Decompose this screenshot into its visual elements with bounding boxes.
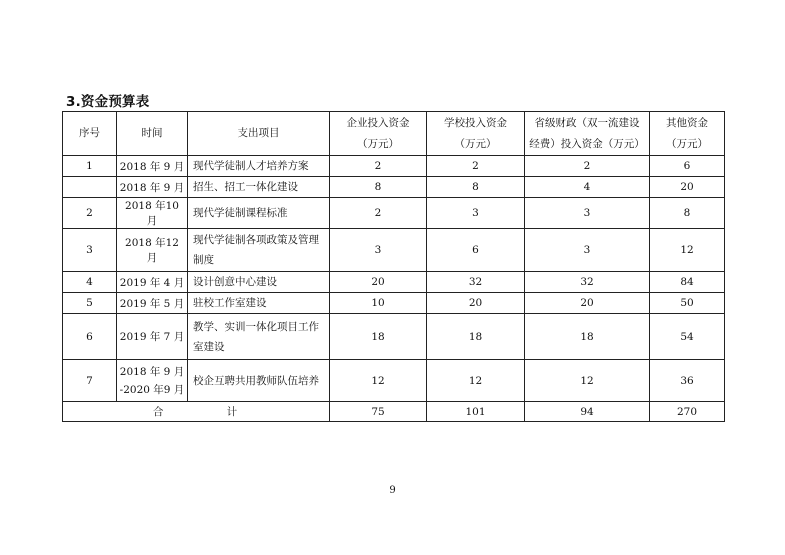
- cell-school: 20: [427, 293, 525, 314]
- cell-enterprise: 18: [330, 314, 427, 360]
- cell-time: 2019 年 5 月: [117, 293, 188, 314]
- cell-time: 2018 年 9 月: [117, 177, 188, 198]
- table-row: [63, 293, 725, 314]
- cell-item: 教学、实训一体化项目工作室建设: [188, 314, 330, 360]
- cell-seq: 7: [63, 360, 117, 402]
- cell-item: 驻校工作室建设: [188, 293, 330, 314]
- table-row: [63, 272, 725, 293]
- cell-item: 现代学徒制人才培养方案: [188, 156, 330, 177]
- cell-provincial: 20: [525, 293, 650, 314]
- cell-provincial: 3: [525, 198, 650, 229]
- header-school: [427, 112, 525, 156]
- cell-time: [117, 360, 188, 402]
- cell-school: 32: [427, 272, 525, 293]
- cell-seq: [63, 177, 117, 198]
- header-enterprise-line1: 企业投入资金: [346, 116, 410, 129]
- cell-other: 36: [650, 360, 725, 402]
- cell-other: 54: [650, 314, 725, 360]
- cell-other: 20: [650, 177, 725, 198]
- total-provincial: 94: [525, 402, 650, 422]
- budget-table: [62, 111, 725, 422]
- cell-seq: 3: [63, 229, 117, 272]
- header-enterprise: [330, 112, 427, 156]
- cell-provincial: 32: [525, 272, 650, 293]
- cell-school: 2: [427, 156, 525, 177]
- header-time: 时间: [117, 112, 188, 156]
- cell-enterprise: 2: [330, 156, 427, 177]
- table-row: [63, 229, 725, 272]
- cell-other: 12: [650, 229, 725, 272]
- cell-seq: 2: [63, 198, 117, 229]
- cell-time: 2019 年 7 月: [117, 314, 188, 360]
- cell-item: 招生、招工一体化建设: [188, 177, 330, 198]
- table-row: [63, 177, 725, 198]
- cell-item: 设计创意中心建设: [188, 272, 330, 293]
- cell-school: 6: [427, 229, 525, 272]
- header-provincial-line1: 省级财政（双一流建设: [534, 116, 640, 129]
- cell-enterprise: 20: [330, 272, 427, 293]
- cell-school: 12: [427, 360, 525, 402]
- cell-provincial: 2: [525, 156, 650, 177]
- cell-enterprise: 12: [330, 360, 427, 402]
- header-other: [650, 112, 725, 156]
- cell-item: 现代学徒制课程标准: [188, 198, 330, 229]
- cell-seq: 4: [63, 272, 117, 293]
- header-other-line1: 其他资金: [666, 116, 708, 129]
- cell-seq: 6: [63, 314, 117, 360]
- total-row: [63, 402, 725, 422]
- header-enterprise-line2: （万元）: [357, 137, 399, 150]
- header-item: 支出项目: [188, 112, 330, 156]
- cell-provincial: 18: [525, 314, 650, 360]
- cell-enterprise: 2: [330, 198, 427, 229]
- cell-item: 校企互聘共用教师队伍培养: [188, 360, 330, 402]
- header-school-line1: 学校投入资金: [444, 116, 507, 129]
- total-other: 270: [650, 402, 725, 422]
- table-header-row: [63, 112, 725, 156]
- table-row: [63, 156, 725, 177]
- header-provincial-line2: 经费）投入资金（万元）: [529, 137, 645, 150]
- table-row: [63, 314, 725, 360]
- page-number: 9: [389, 485, 396, 496]
- cell-seq: 5: [63, 293, 117, 314]
- cell-provincial: 3: [525, 229, 650, 272]
- cell-time: 2019 年 4 月: [117, 272, 188, 293]
- cell-time-line1: 2018 年 9 月: [119, 365, 185, 378]
- cell-provincial: 12: [525, 360, 650, 402]
- header-school-line2: （万元）: [454, 137, 497, 150]
- cell-school: 8: [427, 177, 525, 198]
- table-row: [63, 198, 725, 229]
- total-school: 101: [427, 402, 525, 422]
- cell-provincial: 4: [525, 177, 650, 198]
- cell-time: 2018 年 9 月: [117, 156, 188, 177]
- cell-enterprise: 8: [330, 177, 427, 198]
- total-label: 合 计: [63, 402, 330, 422]
- header-provincial: [525, 112, 650, 156]
- header-seq: 序号: [63, 112, 117, 156]
- cell-other: 50: [650, 293, 725, 314]
- cell-other: 84: [650, 272, 725, 293]
- cell-enterprise: 3: [330, 229, 427, 272]
- cell-enterprise: 10: [330, 293, 427, 314]
- cell-item: 现代学徒制各项政策及管理制度: [188, 229, 330, 272]
- cell-time: 2018 年10 月: [117, 198, 188, 229]
- cell-time-line2: -2020 年9 月: [119, 383, 185, 396]
- cell-seq: 1: [63, 156, 117, 177]
- cell-other: 6: [650, 156, 725, 177]
- cell-time: 2018 年12 月: [117, 229, 188, 272]
- header-other-line2: （万元）: [666, 137, 708, 150]
- cell-school: 18: [427, 314, 525, 360]
- table-row: [63, 360, 725, 402]
- cell-other: 8: [650, 198, 725, 229]
- total-enterprise: 75: [330, 402, 427, 422]
- cell-school: 3: [427, 198, 525, 229]
- section-title: 3.资金预算表: [66, 94, 150, 110]
